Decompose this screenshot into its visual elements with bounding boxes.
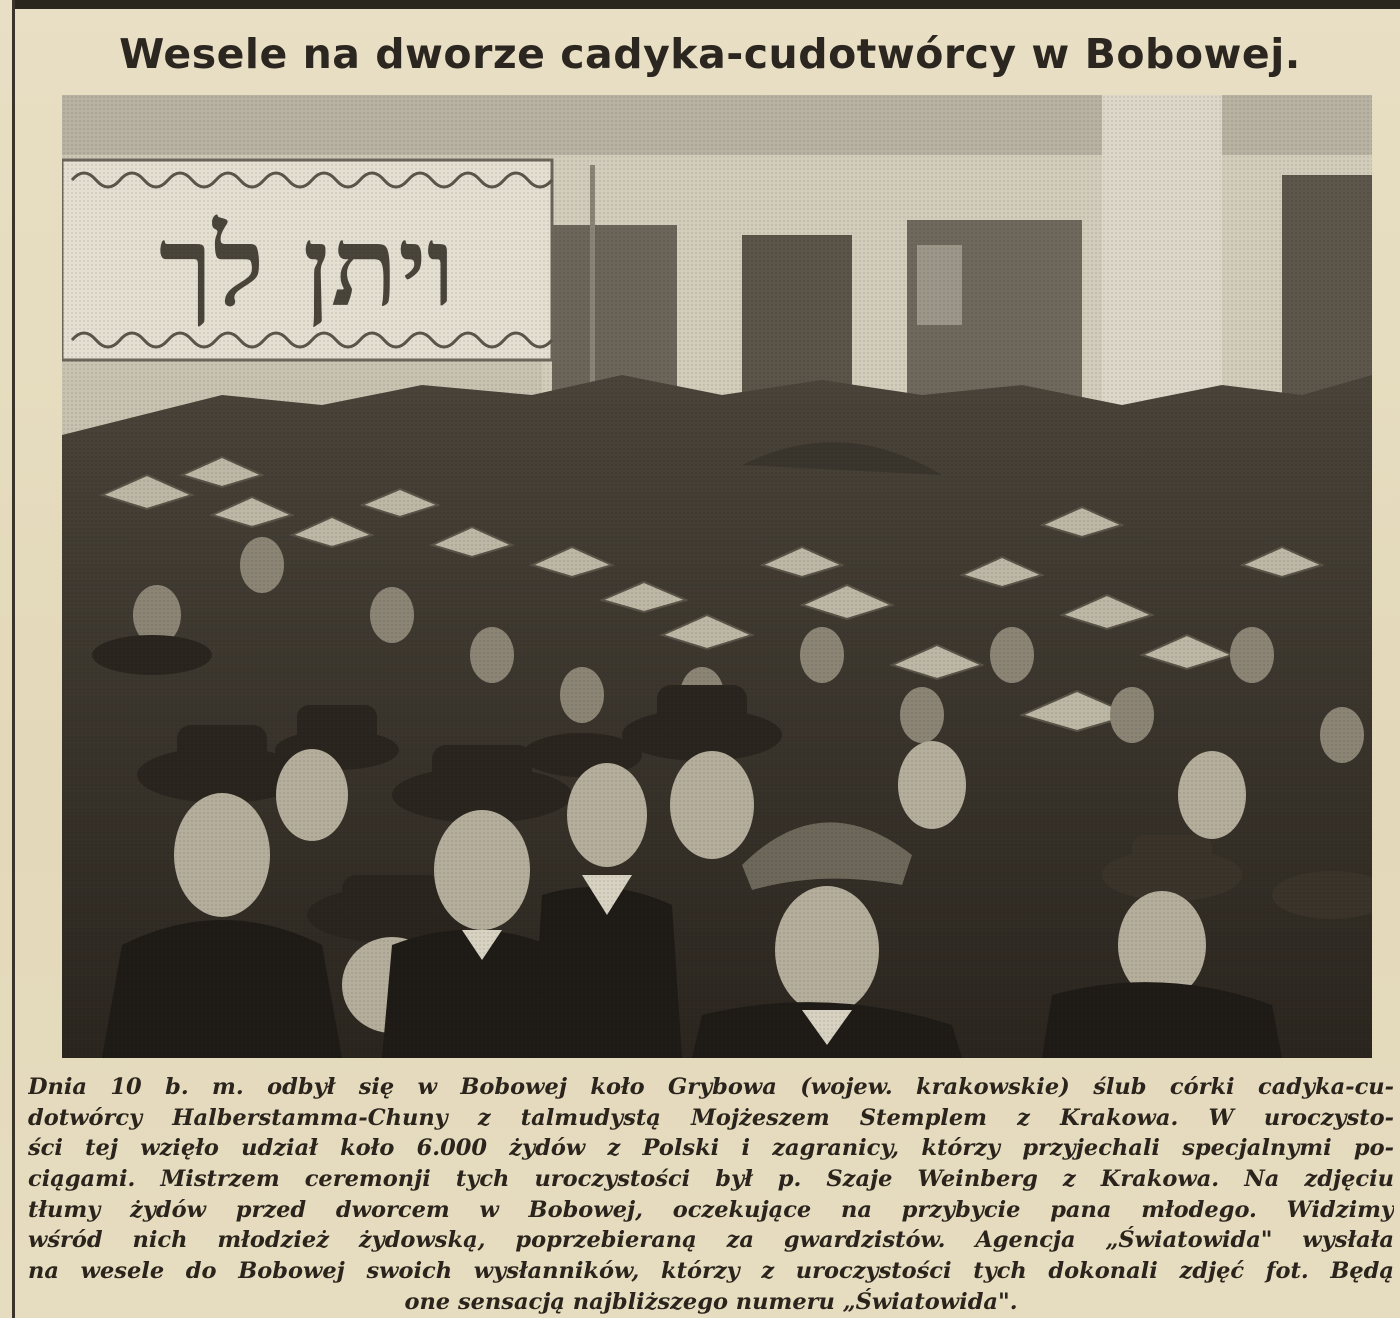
caption-line-5: tłumy żydów przed dworcem w Bobowej, oczekujące na przybycie pana młodego. Widzimy <box>28 1196 1394 1223</box>
top-rule-divider <box>14 0 1400 9</box>
left-column-rule <box>12 0 15 1318</box>
crowd-photo-illustration <box>62 95 1372 1058</box>
halftone-texture <box>62 95 1372 1058</box>
caption-line-6: wśród nich młodzież żydowską, poprzebieraną za gwardzistów. Agencja „Światowida" wysłała <box>28 1227 1394 1254</box>
photo-caption <box>28 1072 1394 1318</box>
crowd-photograph <box>62 95 1372 1058</box>
caption-line-1: Dnia 10 b. m. odbył się w Bobowej koło Grybowa (wojew. krakowskie) ślub córki cadyka-cu- <box>28 1074 1394 1100</box>
caption-line-3: ści tej wzięło udział koło 6.000 żydów z Polski i zagranicy, którzy przyjechali specjalnymi po- <box>28 1135 1394 1162</box>
caption-line-8: one sensacją najbliższego numeru „Światowida". <box>404 1288 1018 1315</box>
caption-line-2: dotwórcy Halberstamma-Chuny z talmudystą Mojżeszem Stemplem z Krakowa. W uroczysto- <box>28 1104 1394 1131</box>
caption-line-4: ciągami. Mistrzem ceremonji tych uroczystości był p. Szaje Weinberg z Krakowa. Na zdjęciu <box>28 1166 1394 1193</box>
caption-line-7: na wesele do Bobowej swoich wysłanników, którzy z uroczystości tych dokonali zdjęć fot. Będą <box>28 1258 1394 1285</box>
headline: Wesele na dworze cadyka-cudotwórcy w Bobowej. <box>119 30 1301 78</box>
